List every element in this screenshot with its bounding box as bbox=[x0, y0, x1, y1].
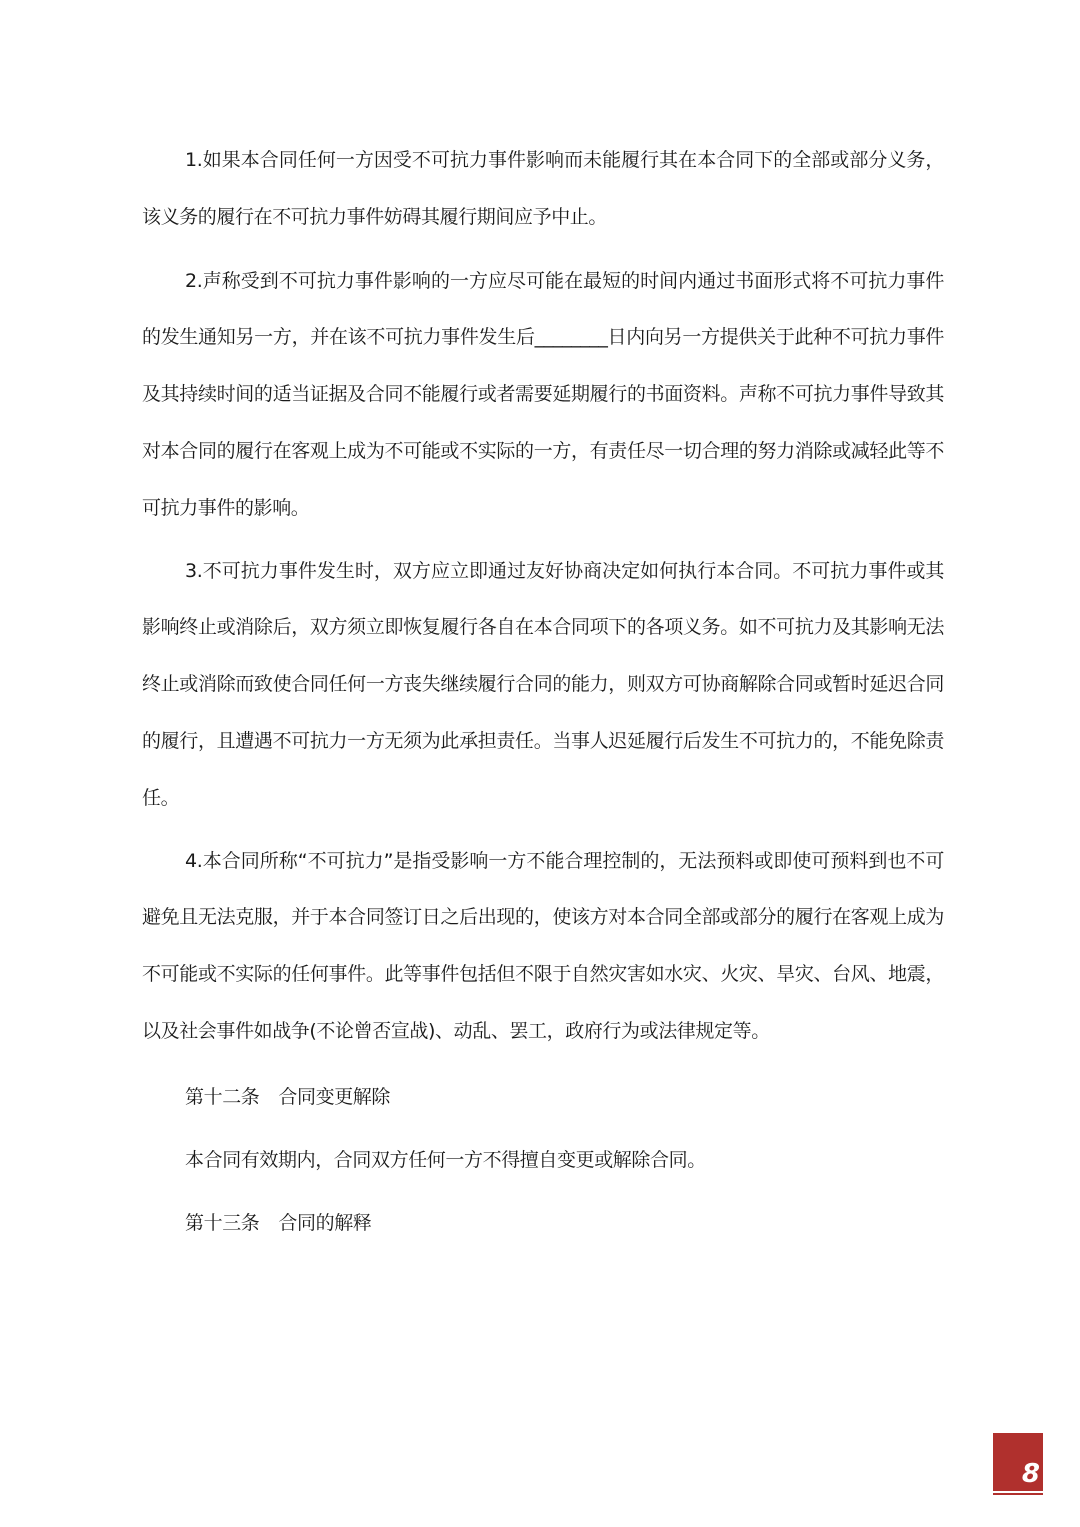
article-12-heading bbox=[142, 1066, 944, 1129]
article-12-title: 合同变更解除 bbox=[278, 1085, 391, 1108]
document-body bbox=[142, 132, 944, 1255]
page-number: 8 bbox=[1021, 1459, 1040, 1489]
article-13-title: 合同的解释 bbox=[278, 1211, 372, 1234]
force-majeure-clause-4: 4.本合同所称“不可抗力”是指受影响一方不能合理控制的，无法预料或即使可预料到也不可避免且无法克服，并于本合同签订日之后出现的，使该方对本合同全部或部分的履行在客观上成为不可能或不实际的任何事件。此等事件包括但不限于自然灾害如水灾、火灾、旱灾、台风、地震，以及社会事件如战争(不论曾否宣战)、动乱、罢工，政府行为或法律规定等。 bbox=[142, 849, 944, 1042]
force-majeure-clause-1: 1.如果本合同任何一方因受不可抗力事件影响而未能履行其在本合同下的全部或部分义务，该义务的履行在不可抗力事件妨碍其履行期间应予中止。 bbox=[142, 149, 944, 228]
article-13-heading bbox=[142, 1192, 944, 1255]
page-number-badge bbox=[993, 1433, 1043, 1491]
force-majeure-clause-2: 2.声称受到不可抗力事件影响的一方应尽可能在最短的时间内通过书面形式将不可抗力事件的发生通知另一方，并在该不可抗力事件发生后________日内向另一方提供关于此种不可抗力事件及其持续时间的适当证据及合同不能履行或者需要延期履行的书面资料。声称不可抗力事件导致其对本合同的履行在客观上成为不可能或不实际的一方，有责任尽一切合理的努力消除或减轻此等不可抗力事件的影响。 bbox=[142, 269, 944, 519]
article-12-number: 第十二条 bbox=[185, 1085, 260, 1108]
article-13-number: 第十三条 bbox=[185, 1211, 260, 1234]
force-majeure-clause-3: 3.不可抗力事件发生时，双方应立即通过友好协商决定如何执行本合同。不可抗力事件或其影响终止或消除后，双方须立即恢复履行各自在本合同项下的各项义务。如不可抗力及其影响无法终止或消除而致使合同任何一方丧失继续履行合同的能力，则双方可协商解除合同或暂时延迟合同的履行，且遭遇不可抗力一方无须为此承担责任。当事人迟延履行后发生不可抗力的，不能免除责任。 bbox=[142, 559, 944, 809]
page-number-underline bbox=[993, 1493, 1043, 1495]
article-12-body: 本合同有效期内，合同双方任何一方不得擅自变更或解除合同。 bbox=[185, 1148, 706, 1171]
